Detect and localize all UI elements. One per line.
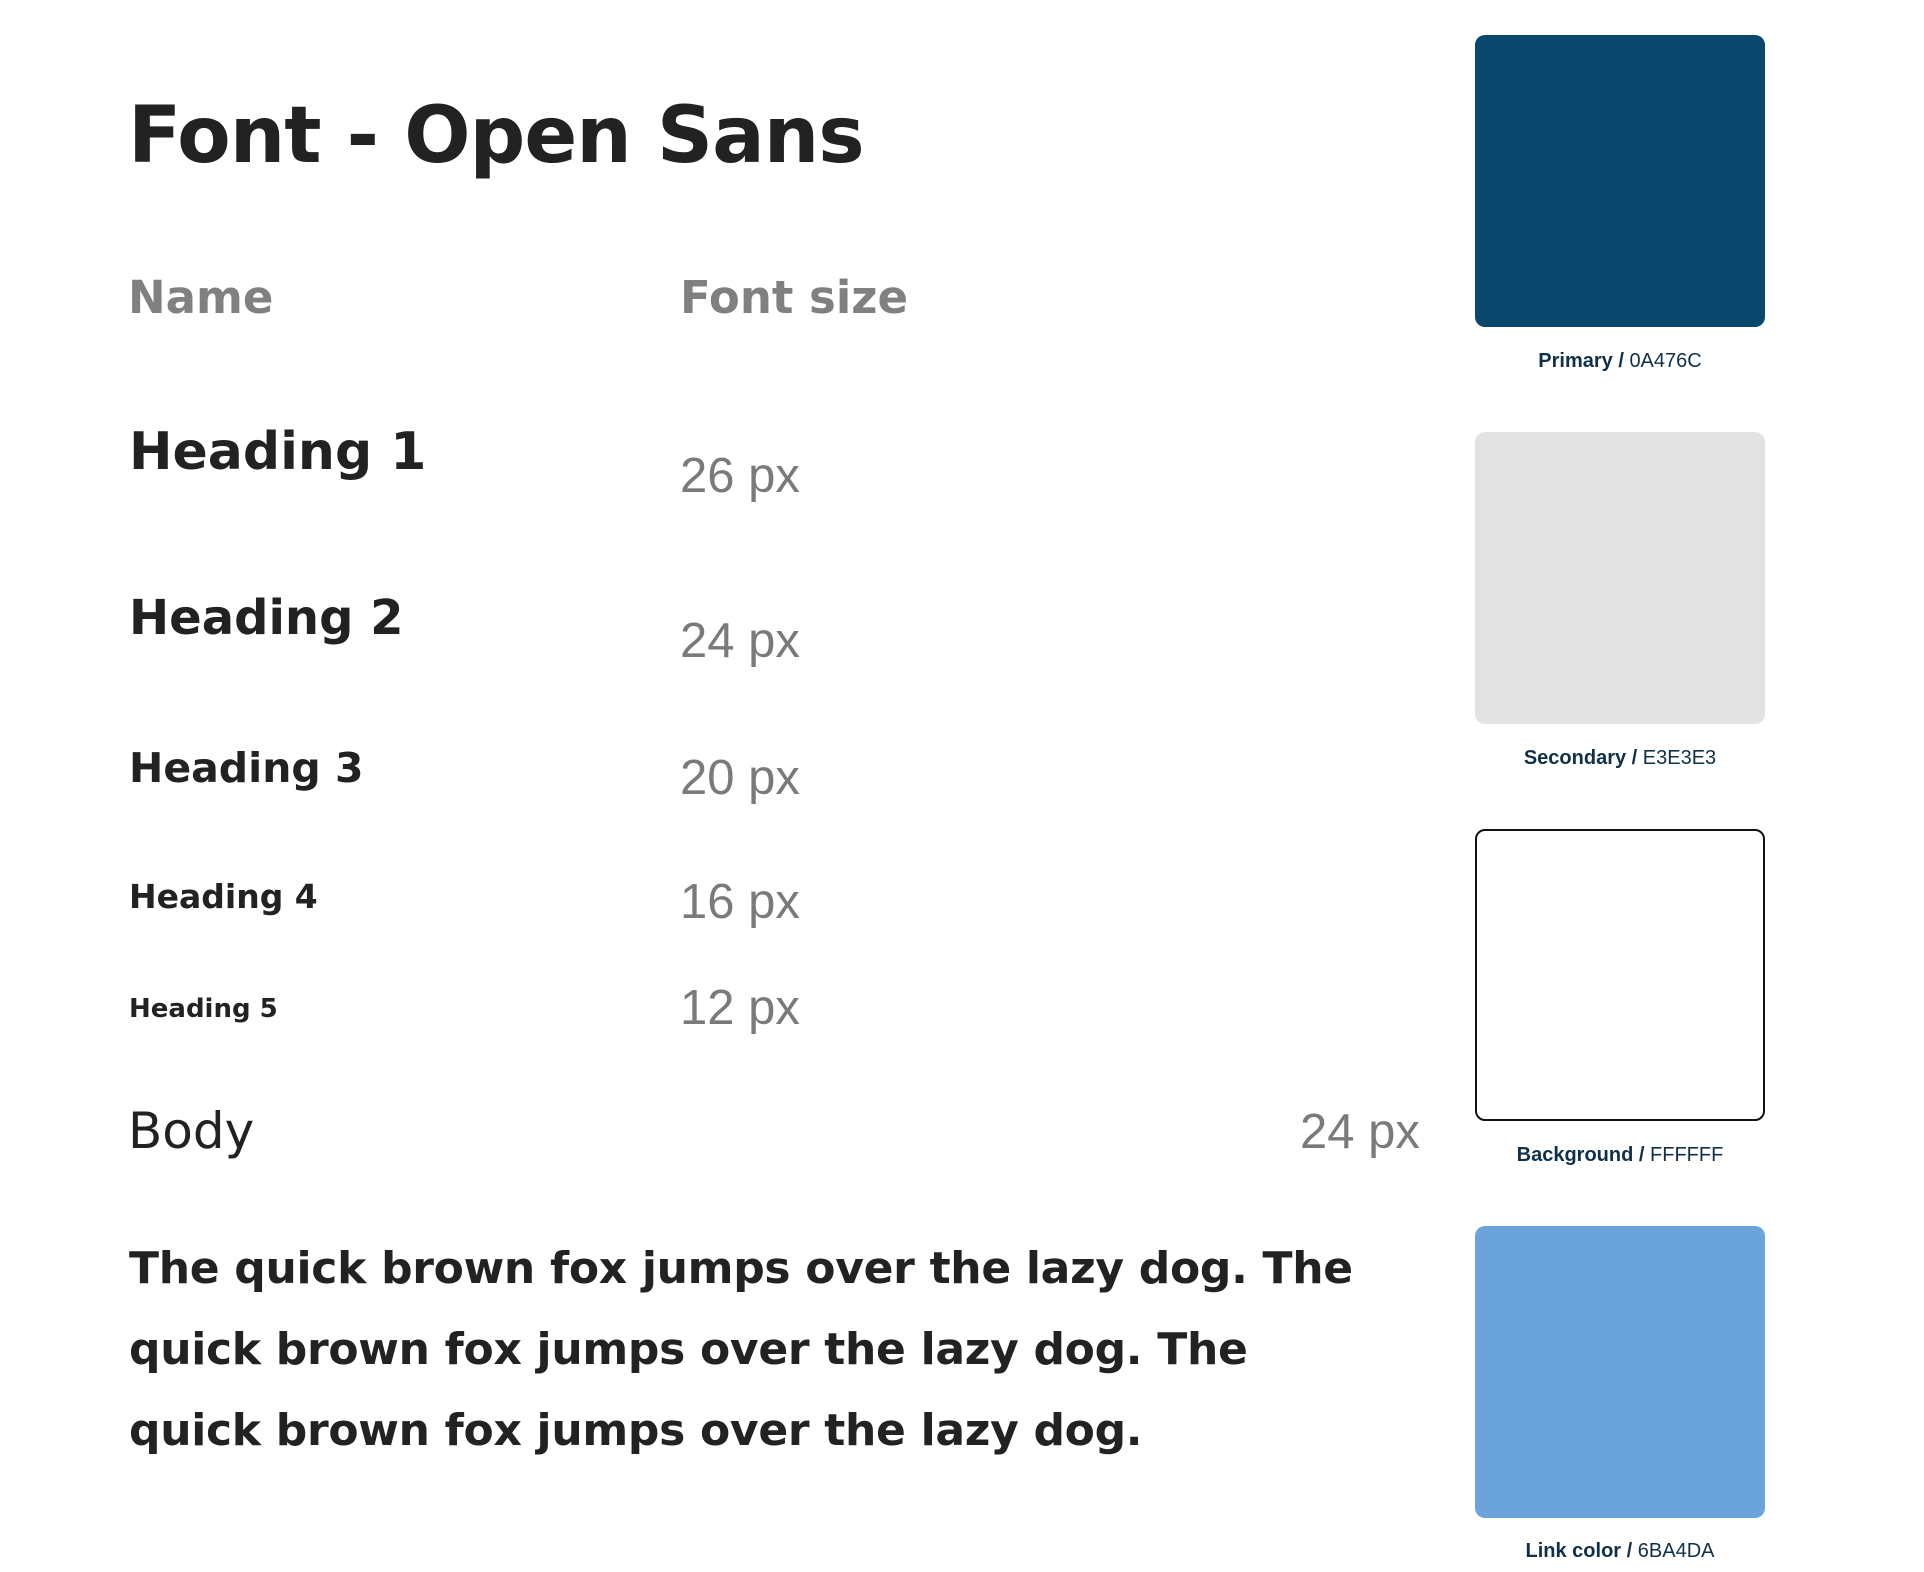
color-hex: E3E3E3 — [1642, 747, 1717, 769]
row-size-heading-1: 26 px — [680, 449, 800, 503]
color-separator: / — [1626, 747, 1643, 769]
row-size-heading-3: 20 px — [680, 751, 800, 805]
row-name-heading-1: Heading 1 — [129, 422, 427, 482]
color-swatch-link — [1475, 1226, 1765, 1518]
row-name-heading-3: Heading 3 — [129, 744, 364, 792]
color-label-secondary — [1470, 745, 1770, 771]
row-name-heading-4: Heading 4 — [129, 877, 318, 916]
color-swatch-background — [1475, 829, 1765, 1121]
column-header-font-size: Font size — [680, 271, 908, 324]
color-swatch-primary — [1475, 35, 1765, 327]
color-hex: FFFFFF — [1650, 1144, 1724, 1166]
color-label-primary — [1470, 348, 1770, 374]
color-label-link — [1470, 1538, 1770, 1564]
color-name: Primary — [1538, 350, 1613, 372]
color-separator: / — [1621, 1540, 1638, 1562]
row-size-heading-4: 16 px — [680, 875, 800, 929]
body-sample-text: The quick brown fox jumps over the lazy dog. The quick brown fox jumps over the lazy dog. The quick brown fox jumps over the lazy dog. — [129, 1243, 1353, 1456]
row-size-heading-5: 12 px — [680, 981, 800, 1035]
row-name-heading-5: Heading 5 — [129, 994, 278, 1024]
color-hex: 0A476C — [1629, 350, 1702, 372]
column-header-name: Name — [128, 271, 274, 324]
row-name-body: Body — [128, 1102, 255, 1160]
row-size-body: 24 px — [1300, 1105, 1420, 1159]
color-separator: / — [1612, 350, 1630, 372]
row-name-heading-2: Heading 2 — [129, 590, 404, 646]
color-label-background — [1470, 1142, 1770, 1168]
color-name: Secondary — [1523, 747, 1627, 769]
color-swatch-secondary — [1475, 432, 1765, 724]
color-separator: / — [1633, 1144, 1651, 1166]
row-size-heading-2: 24 px — [680, 614, 800, 668]
color-hex: 6BA4DA — [1637, 1540, 1715, 1562]
page-title: Font - Open Sans — [128, 91, 864, 181]
color-name: Link color — [1525, 1540, 1622, 1562]
color-name: Background — [1516, 1144, 1634, 1166]
